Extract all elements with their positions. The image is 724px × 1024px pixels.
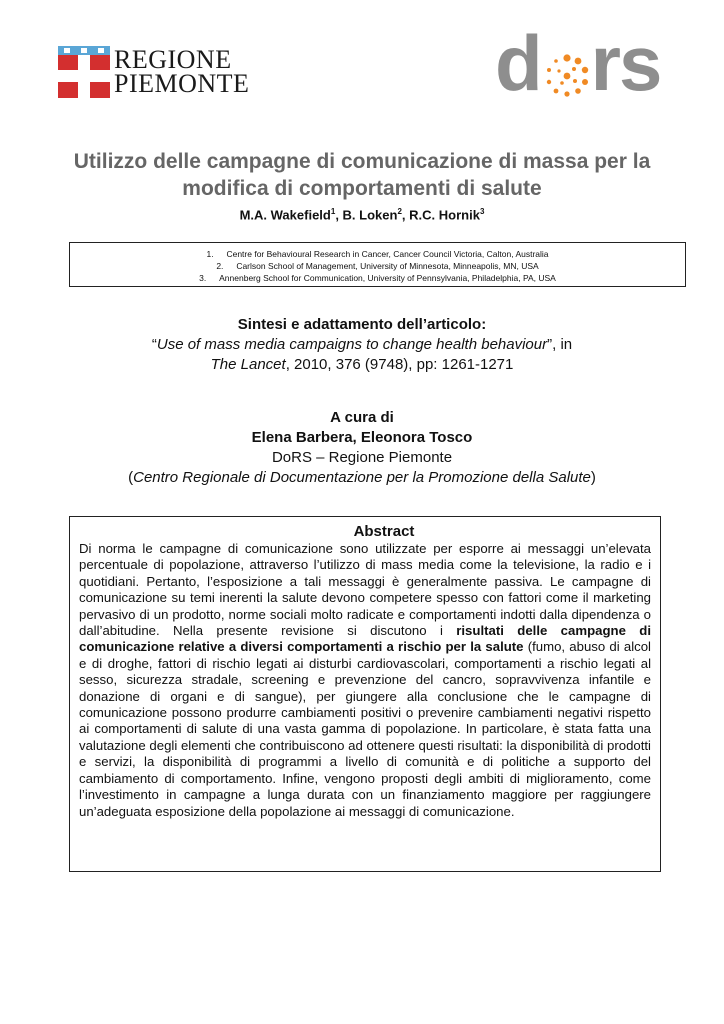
editors-organization: DoRS – Regione Piemonte <box>271 449 453 466</box>
regione-piemonte-flag-icon <box>58 46 110 98</box>
affiliation-number: 3. <box>199 273 207 283</box>
abstract-box <box>69 516 661 872</box>
article-title: Use of mass media campaigns to change health behaviour <box>156 336 548 353</box>
affiliation-number: 1. <box>206 249 214 259</box>
affiliations-box <box>69 242 686 287</box>
citation-details: , 2010, 376 (9748), pp: 1261-1271 <box>285 356 514 373</box>
author-name: M.A. Wakefield <box>239 207 331 223</box>
author-affiliation-number: 1 <box>330 207 336 216</box>
affiliation-item <box>70 260 685 272</box>
editors-section <box>0 408 724 488</box>
quote-close: ”, in <box>547 336 573 353</box>
editors-heading: A cura di <box>330 409 394 426</box>
affiliation-item <box>70 248 685 260</box>
synthesis-citation-line <box>0 355 724 375</box>
paren-open: ( <box>128 469 134 486</box>
piemonte-text: PIEMONTE <box>114 69 250 98</box>
affiliation-text: Annenberg School for Communication, University of Pennsylvania, Philadelphia, PA, USA <box>219 273 556 283</box>
regione-text: REGIONE <box>114 45 232 74</box>
synthesis-heading: Sintesi e adattamento dell’articolo: <box>237 316 487 333</box>
affiliations-list <box>70 248 685 284</box>
quote-open: “ <box>151 336 157 353</box>
abstract-text-before: Di norma le campagne di comunicazione sono utilizzate per esporre ai messaggi un’elevata percentuale di popolazione, attraverso l’utilizzo di mass media come la televisione, la radio e i quotidiani. Pertanto, l’esposizione a tali messaggi è generalmente passiva. Le campagne di comunicazione su temi inerenti la salute devono competere spesso con fattori come il marketing pervasivo di un prodotto, norme sociali molto radicate e comportamenti indotti dalla dipendenza o dall’abitudine. Nella presente revisione si discutono i <box>79 541 651 639</box>
document-title: Utilizzo delle campagne di comunicazione di massa per la modifica di comportamenti di salute <box>73 150 651 200</box>
editors-names: Elena Barbera, Eleonora Tosco <box>251 429 473 446</box>
author-separator: , <box>401 207 410 223</box>
abstract-text-bold: risultati delle campagne di comunicazione relative a diversi comportamenti a rischio per la salute <box>79 623 651 655</box>
abstract-text <box>79 541 651 820</box>
regione-piemonte-logo <box>58 45 250 102</box>
editors-organization-full-line <box>0 468 724 488</box>
affiliation-item <box>70 272 685 284</box>
affiliation-text: Carlson School of Management, University of Minnesota, Minneapolis, MN, USA <box>236 261 539 271</box>
author-name: B. Loken <box>342 207 398 223</box>
paren-close: ) <box>590 469 596 486</box>
author-affiliation-number: 3 <box>479 207 485 216</box>
abstract-text-after: (fumo, abuso di alcol e di droghe, fattori di rischio legati ai disturbi cardiovascolari, comportamenti a rischio legati al sesso, sicurezza stradale, screening e prevenzione del cancro, sopravvivenza infantile e donazione di organi e di sangue), per giungere alla conclusione che le campagne di comunicazione possono produrre cambiamenti positivi o prevenire cambiamenti negativi rispetto ai comportamenti di salute di una vasta gamma di popolazione. In particolare, è stata fatta una valutazione degli elementi che contribuiscono ad ottenere questi risultati: la disponibilità di prodotti e servizi, la disponibilità di programmi a livello di comunità e di politiche a supporto del cambiamento di comportamento. Infine, vengono proposti degli ambiti di miglioramento, come l’investimento in campagne a lunga durata con un finanziamento maggiore per raggiungere un’adeguata esposizione della popolazione ai messaggi di comunicazione. <box>79 639 651 819</box>
regione-piemonte-wordmark <box>114 45 250 98</box>
synthesis-article-line <box>0 335 724 355</box>
dors-d: d <box>495 19 541 107</box>
author-separator: , <box>335 207 343 223</box>
affiliation-text: Centre for Behavioural Research in Cancer, Cancer Council Victoria, Calton, Australia <box>226 249 549 259</box>
journal-name: The Lancet <box>210 356 286 373</box>
abstract-heading: Abstract <box>353 523 415 540</box>
dors-dots-icon <box>545 54 589 98</box>
dors-logo <box>495 19 665 108</box>
affiliation-number: 2. <box>216 261 224 271</box>
dors-rs: rs <box>590 19 661 107</box>
editors-organization-full: Centro Regionale di Documentazione per la Promozione della Salute <box>133 469 591 486</box>
synthesis-section <box>0 315 724 375</box>
authors-line <box>0 207 724 222</box>
author-affiliation-number: 2 <box>397 207 402 216</box>
author-name: R.C. Hornik <box>409 207 480 223</box>
